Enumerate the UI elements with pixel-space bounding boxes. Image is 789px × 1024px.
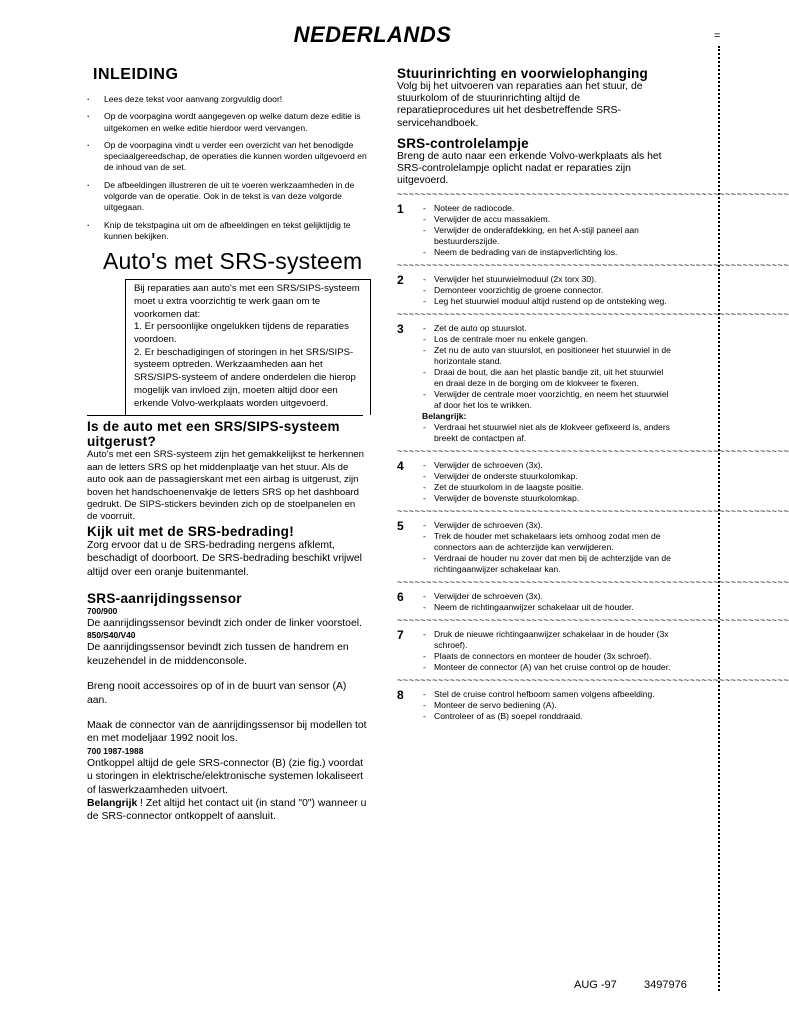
divider: ~~~~~~~~~~~~~~~~~~~~~~~~~~~~~~~~~~~~~~~~~~~~~~~~~~~~~~~~~~~~~~~~~~~ xyxy=(397,675,789,686)
list-item: - Druk de nieuwe richtingaanwijzer schakelaar in de houder (3x schroef). xyxy=(422,629,675,651)
step-number: 5 xyxy=(397,519,404,534)
divider: ~~~~~~~~~~~~~~~~~~~~~~~~~~~~~~~~~~~~~~~~~~~~~~~~~~~~~~~~~~~~~~~~~~~ xyxy=(397,309,789,320)
stuur-text: Volg bij het uitvoeren van reparaties aan het stuur, de stuurkolom of de stuurinrichting altijd de reparatieprocedures uit het desbetreffende SRS-servicehandboek. xyxy=(397,81,643,129)
edge-mark: = xyxy=(714,30,721,42)
srs-heading: Auto's met SRS-systeem xyxy=(103,248,363,275)
list-item: - Monteer de connector (A) van het cruise control op de houder. xyxy=(422,662,675,673)
list-item: - Verdraai het stuurwiel niet als de klokveer gefixeerd is, anders breekt de contactpen af. xyxy=(422,422,675,444)
step-7 xyxy=(397,629,675,673)
sensor-text-3: Breng nooit accessoires op of in de buurt van sensor (A) aan. xyxy=(87,681,347,706)
model-tag: 700/900 xyxy=(87,605,118,616)
right-column xyxy=(397,66,789,722)
page-title: NEDERLANDS xyxy=(293,22,452,47)
list-item: - Monteer de servo bediening (A). xyxy=(422,700,675,711)
list-item: - Verwijder de onderste stuurkolomkap. xyxy=(422,471,675,482)
sensor-text-1: De aanrijdingssensor bevindt zich onder de linker voorstoel. xyxy=(87,617,362,629)
list-item: - Neem de bedrading van de instapverlichting los. xyxy=(422,247,675,258)
divider: ~~~~~~~~~~~~~~~~~~~~~~~~~~~~~~~~~~~~~~~~~~~~~~~~~~~~~~~~~~~~~~~~~~~ xyxy=(397,577,789,588)
list-item: - Verwijder de bovenste stuurkolomkap. xyxy=(422,493,675,504)
step-5 xyxy=(397,520,675,575)
step-number: 8 xyxy=(397,688,404,703)
belangrijk-label: Belangrijk: xyxy=(422,411,467,422)
belangrijk-note xyxy=(87,797,367,824)
step-4 xyxy=(397,460,675,504)
list-item: - Verwijder de schroeven (3x). xyxy=(422,460,675,471)
divider: ~~~~~~~~~~~~~~~~~~~~~~~~~~~~~~~~~~~~~~~~~~~~~~~~~~~~~~~~~~~~~~~~~~~ xyxy=(397,446,789,457)
list-item: - Stel de cruise control hefboom samen volgens afbeelding. xyxy=(422,689,675,700)
step-number: 3 xyxy=(397,322,404,337)
uitgerust-heading-line-2: uitgerust? xyxy=(87,434,156,450)
warning-intro: Bij reparaties aan auto's met een SRS/SIPS-systeem moet u extra voorzichtig te werk gaan om te voorkomen dat: xyxy=(134,283,360,320)
list-item: - Verwijder de centrale moer voorzichtig, en neem het stuurwiel af door het los te wrikken. xyxy=(422,389,675,411)
step-number: 7 xyxy=(397,628,404,643)
inleiding-heading: INLEIDING xyxy=(93,66,179,83)
list-item: · Knip de tekstpagina uit om de afbeeldingen en tekst gelijktijdig te kunnen bekijken. xyxy=(87,220,367,243)
divider: ~~~~~~~~~~~~~~~~~~~~~~~~~~~~~~~~~~~~~~~~~~~~~~~~~~~~~~~~~~~~~~~~~~~ xyxy=(397,260,789,271)
sensor-text-4: Maak de connector van de aanrijdingssensor bij modellen tot en met modeljaar 1992 nooit los. xyxy=(87,719,367,745)
left-column xyxy=(87,66,367,824)
lampje-heading: SRS-controlelampje xyxy=(397,135,529,151)
step-8 xyxy=(397,689,675,722)
belangrijk-text: ! Zet altijd het contact uit (in stand "0") wanneer u de SRS-connector ontkoppelt of aansluit. xyxy=(87,798,367,823)
list-item: - Controleer of as (B) soepel ronddraaid. xyxy=(422,711,675,722)
uitgerust-text: Auto's met een SRS-systeem zijn het gemakkelijkst te herkennen aan de letters SRS op het middenplaatje van het stuur. Als de auto ook aan de passagierskant met een airbag is uitgerust, zijn boven het handschoenenvakje de letters SRS op het dashboard gedrukt. De SIPS-stickers bevinden zich op de stoelpanelen en de voorruit. xyxy=(87,449,364,523)
list-item: - Zet de auto op stuurslot. xyxy=(422,323,675,334)
list-item: - Leg het stuurwiel moduul altijd rustend op de ontsteking weg. xyxy=(422,296,675,307)
list-item: - Plaats de connectors en monteer de houder (3x schroef). xyxy=(422,651,675,662)
list-item: - Zet de stuurkolom in de laagste positie. xyxy=(422,482,675,493)
list-item: · Op de voorpagina wordt aangegeven op welke datum deze editie is uitgekomen en welke editie hierdoor werd vervangen. xyxy=(87,111,367,134)
warning-point-1: 1. Er persoonlijke ongelukken tijdens de reparaties voordoen. xyxy=(134,321,349,346)
list-item: - Draai de bout, die aan het plastic bandje zit, uit het stuurwiel en draai deze in de borging om de klokveer te fixeren. xyxy=(422,367,675,389)
list-item: - Neem de richtingaanwijzer schakelaar uit de houder. xyxy=(422,602,675,613)
list-item: - Verwijder de onderafdekking, en het A-stijl paneel aan bestuurderszijde. xyxy=(422,225,675,247)
step-number: 2 xyxy=(397,273,404,288)
list-item: - Noteer de radiocode. xyxy=(422,203,675,214)
list-item: · Op de voorpagina vindt u verder een overzicht van het benodigde speciaalgereedschap, de operaties die kunnen worden uitgevoerd en de inhoud van de set. xyxy=(87,140,367,174)
list-item: - Verwijder de accu massakiem. xyxy=(422,214,675,225)
divider: ~~~~~~~~~~~~~~~~~~~~~~~~~~~~~~~~~~~~~~~~~~~~~~~~~~~~~~~~~~~~~~~~~~~ xyxy=(397,189,789,200)
stuur-heading: Stuurinrichting en voorwielophanging xyxy=(397,66,648,81)
list-item: - Verwijder het stuurwielmoduul (2x torx 30). xyxy=(422,274,675,285)
step-number: 1 xyxy=(397,202,404,217)
sensor-text-2: De aanrijdingssensor bevindt zich tussen de handrem en keuzehendel in de middenconsole. xyxy=(87,642,349,667)
lampje-text: Breng de auto naar een erkende Volvo-werkplaats als het SRS-controlelampje oplicht nadat er reparaties zijn uitgevoerd. xyxy=(397,150,662,187)
list-item: - Verdraai de houder nu zover dat men bij de achterzijde van de richtingaanwijzer schakelaar kan. xyxy=(422,553,675,575)
uitgerust-heading-line-1: Is de auto met een SRS/SIPS-systeem xyxy=(87,419,340,435)
list-item: - Los de centrale moer nu enkele gangen. xyxy=(422,334,675,345)
list-item: - Verwijder de schroeven (3x). xyxy=(422,591,675,602)
uitgerust-heading xyxy=(87,415,363,449)
divider: ~~~~~~~~~~~~~~~~~~~~~~~~~~~~~~~~~~~~~~~~~~~~~~~~~~~~~~~~~~~~~~~~~~~ xyxy=(397,615,789,626)
list-item: · De afbeeldingen illustreren de uit te voeren werkzaamheden in de volgorde van de operatie. Ook in de tekst is van deze volgorde uitgegaan. xyxy=(87,180,367,214)
step-number: 6 xyxy=(397,590,404,605)
list-item: - Demonteer voorzichtig de groene connector. xyxy=(422,285,675,296)
step-1 xyxy=(397,203,675,258)
bedrading-text: Zorg ervoor dat u de SRS-bedrading nergens afklemt, beschadigt of doorboort. De SRS-bedrading beschikt vrijwel altijd over een oranje buitenmantel. xyxy=(87,539,362,578)
document-code: 3497976 xyxy=(644,979,687,991)
step-3 xyxy=(397,323,675,444)
sensor-heading: SRS-aanrijdingssensor xyxy=(87,590,242,606)
inleiding-list xyxy=(87,94,367,242)
cut-line xyxy=(718,46,720,991)
bedrading-heading: Kijk uit met de SRS-bedrading! xyxy=(87,523,295,539)
step-2 xyxy=(397,274,675,307)
divider: ~~~~~~~~~~~~~~~~~~~~~~~~~~~~~~~~~~~~~~~~~~~~~~~~~~~~~~~~~~~~~~~~~~~ xyxy=(397,506,789,517)
list-item: · Lees deze tekst voor aanvang zorgvuldig door! xyxy=(87,94,367,105)
step-6 xyxy=(397,591,675,613)
list-item: - Verwijder de schroeven (3x). xyxy=(422,520,675,531)
warning-point-2: 2. Er beschadigingen of storingen in het SRS/SIPS-systeem optreden. Werkzaamheden aan het SRS/SIPS-systeem of andere onderdelen die hierop mogelijk van invloed zijn, moeten altijd door een erkende Volvo-werkplaats worden uitgevoerd. xyxy=(134,346,356,409)
belangrijk-label: Belangrijk xyxy=(87,798,138,810)
warning-box xyxy=(125,279,371,415)
model-tag: 700 1987-1988 xyxy=(87,745,144,756)
sensor-text-5: Ontkoppel altijd de gele SRS-connector (B) (zie fig.) voordat u storingen in elektrische/elektronische systemen lokaliseert of laswerkzaamheden uitvoert. xyxy=(87,757,364,796)
list-item: - Trek de houder met schakelaars iets omhoog zodat men de connectors aan de achterzijde kan verwijderen. xyxy=(422,531,675,553)
list-item: - Zet nu de auto van stuurslot, en positioneer het stuurwiel in de horizontale stand. xyxy=(422,345,675,367)
step-number: 4 xyxy=(397,459,404,474)
model-tag: 850/S40/V40 xyxy=(87,630,136,641)
footer-date: AUG -97 xyxy=(574,979,617,991)
